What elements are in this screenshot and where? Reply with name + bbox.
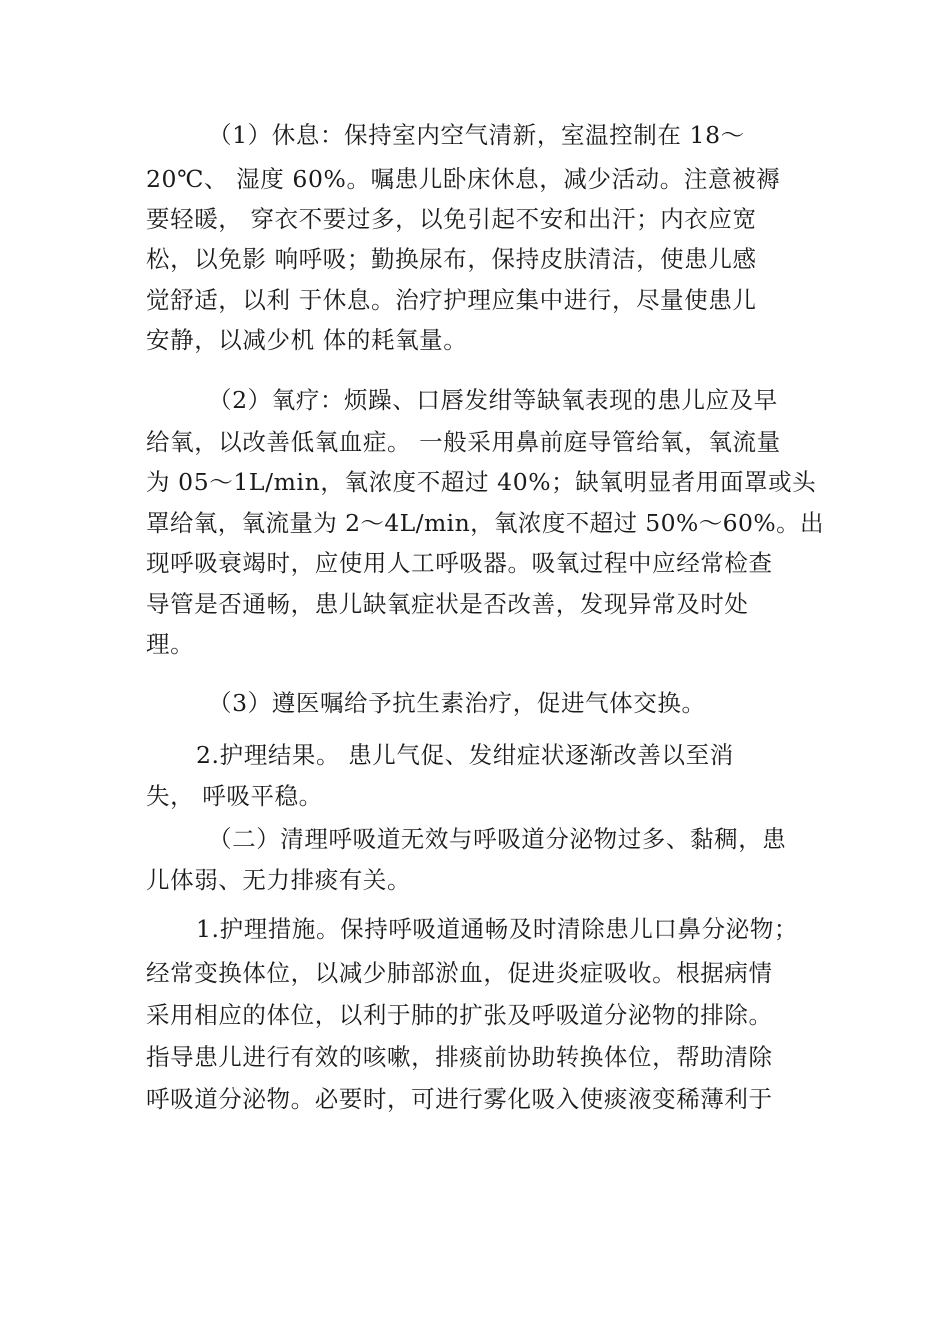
paragraph-rest-line-6: 安静，以减少机 体的耗氧量。 [146, 326, 468, 354]
paragraph-measures-line-2: 经常变换体位，以减少肺部淤血，促进炎症吸收。根据病情 [146, 959, 773, 987]
paragraph-measures-line-4: 指导患儿进行有效的咳嗽，排痰前协助转换体位，帮助清除 [146, 1043, 773, 1071]
paragraph-rest-line-2: 20℃、 湿度 60%。嘱患儿卧床休息，减少活动。注意被褥 [146, 165, 781, 193]
paragraph-airway-heading-line-1: （二）清理呼吸道无效与呼吸道分泌物过多、黏稠，患 [208, 825, 787, 853]
paragraph-oxygen-line-1: （2）氧疗：烦躁、口唇发绀等缺氧表现的患儿应及早 [208, 386, 778, 414]
paragraph-measures-line-1: 1.护理措施。保持呼吸道通畅及时清除患儿口鼻分泌物； [196, 915, 799, 943]
paragraph-measures-line-3: 采用相应的体位，以利于肺的扩张及呼吸道分泌物的排除。 [146, 1001, 773, 1029]
paragraph-oxygen-line-6: 导管是否通畅，患儿缺氧症状是否改善，发现异常及时处 [146, 590, 749, 618]
paragraph-result-line-2: 失， 呼吸平稳。 [146, 782, 323, 810]
paragraph-rest-line-4: 松，以免影 响呼吸；勤换尿布，保持皮肤清洁，使患儿感 [146, 245, 757, 273]
paragraph-rest-line-3: 要轻暖， 穿衣不要过多，以免引起不安和出汗；内衣应宽 [146, 205, 757, 233]
paragraph-antibiotics-line-1: （3）遵医嘱给予抗生素治疗，促进气体交换。 [208, 689, 706, 717]
paragraph-oxygen-line-7: 理。 [146, 630, 195, 658]
paragraph-rest-line-1: （1）休息：保持室内空气清新，室温控制在 18～ [208, 121, 745, 149]
paragraph-result-line-1: 2.护理结果。 患儿气促、发绀症状逐渐改善以至消 [196, 741, 734, 769]
paragraph-airway-heading-line-2: 儿体弱、无力排痰有关。 [146, 866, 412, 894]
paragraph-rest-line-5: 觉舒适，以利 于休息。治疗护理应集中进行，尽量使患儿 [146, 286, 757, 314]
paragraph-oxygen-line-5: 现呼吸衰竭时，应使用人工呼吸器。吸氧过程中应经常检查 [146, 549, 773, 577]
paragraph-measures-line-5: 呼吸道分泌物。必要时，可进行雾化吸入使痰液变稀薄利于 [146, 1085, 773, 1113]
paragraph-oxygen-line-2: 给氧，以改善低氧血症。 一般采用鼻前庭导管给氧，氧流量 [146, 428, 781, 456]
paragraph-oxygen-line-3: 为 05～1L/min，氧浓度不超过 40%；缺氧明显者用面罩或头 [146, 468, 817, 496]
paragraph-oxygen-line-4: 罩给氧，氧流量为 2～4L/min，氧浓度不超过 50%～60%。出 [146, 509, 824, 537]
